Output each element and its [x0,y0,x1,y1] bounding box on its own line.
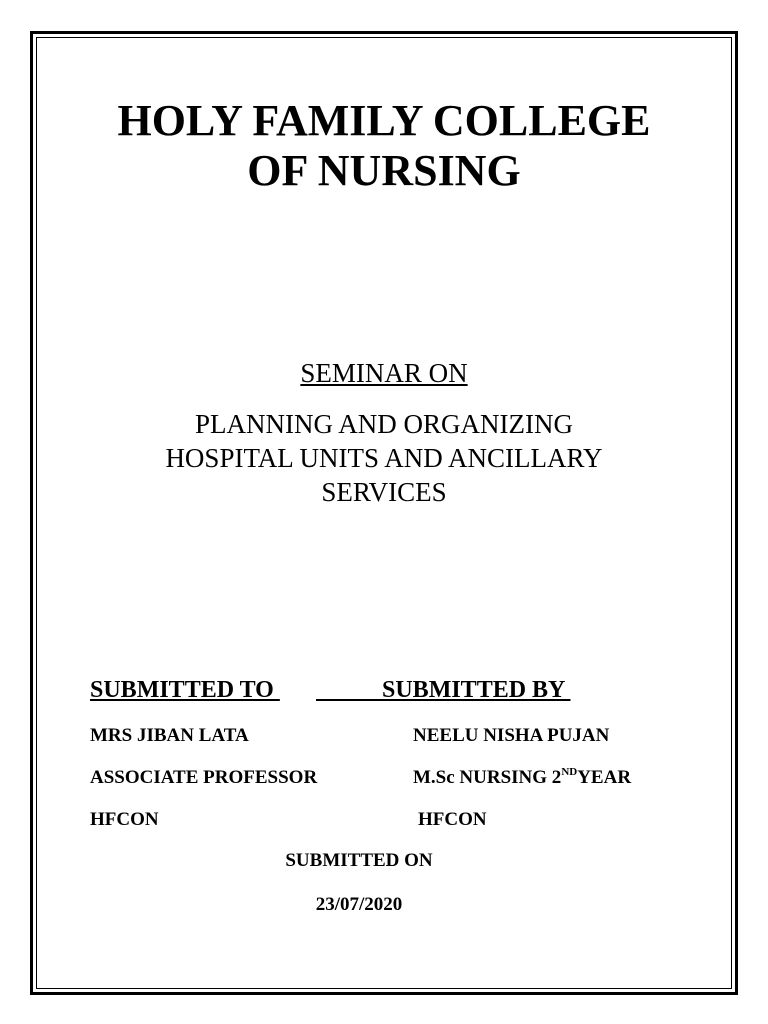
course-prefix: M.Sc NURSING 2 [413,767,562,788]
seminar-label [0,356,768,390]
submitted-on-label: SUBMITTED ON [285,850,433,871]
seminar-topic-line-3: SERVICES [321,477,447,507]
college-title-line-2: OF NURSING [247,146,521,195]
college-title-line-1: HOLY FAMILY COLLEGE [117,96,651,145]
course-ordinal: ND [561,766,578,778]
submission-date: 23/07/2020 [315,894,403,915]
seminar-topic-line-1: PLANNING AND ORGANIZING [195,409,573,439]
submitted-to-institution: HFCON [90,809,159,830]
submitted-by-institution: HFCON [418,809,487,830]
seminar-topic-line-2: HOSPITAL UNITS AND ANCILLARY [165,443,603,473]
course-suffix: YEAR [577,767,632,788]
college-title [0,96,768,196]
submitted-by-heading: SUBMITTED BY [316,677,571,703]
submitted-to-name: MRS JIBAN LATA [90,725,249,746]
submitted-to-heading: SUBMITTED TO [90,677,280,703]
seminar-topic [0,407,768,509]
submitted-to-designation: ASSOCIATE PROFESSOR [90,767,318,788]
seminar-label-text: SEMINAR ON [300,358,468,388]
submitted-by-name: NEELU NISHA PUJAN [413,725,610,746]
submitted-by-course [413,766,631,790]
